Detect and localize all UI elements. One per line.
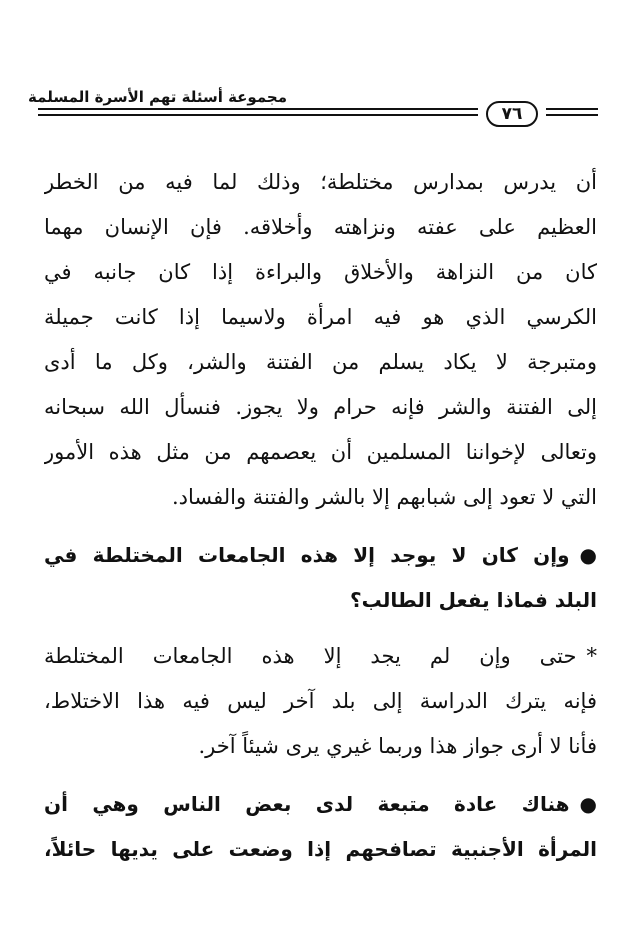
question-text: هناك عادة متبعة لدى بعض الناس وهي أن bbox=[44, 792, 570, 816]
header-rule-right-bottom bbox=[546, 114, 598, 116]
paragraph-line: العظيم على عفته ونزاهته وأخلاقه. فإن الإنسان مهما bbox=[44, 215, 597, 239]
paragraph-line: أن يدرس بمدارس مختلطة؛ وذلك لما فيه من الخطر bbox=[44, 170, 597, 194]
header-rule-left-bottom bbox=[38, 114, 478, 116]
question-line: المرأة الأجنبية تصافحهم إذا وضعت على يديها حائلاً، bbox=[44, 837, 597, 861]
question-line bbox=[44, 789, 597, 827]
answer-line bbox=[44, 641, 597, 679]
answer-text: حتى وإن لم يجد إلا هذه الجامعات المختلطة bbox=[44, 644, 577, 668]
page-number-badge: ٧٦ bbox=[486, 101, 538, 127]
bullet-icon: ● bbox=[579, 543, 597, 567]
asterisk-icon: * bbox=[586, 644, 597, 668]
paragraph-line: التي لا تعود إلى شبابهم إلا بالشر والفتنة والفساد. bbox=[171, 485, 597, 509]
bullet-icon: ● bbox=[579, 792, 597, 816]
header-rule-left-top bbox=[38, 108, 478, 110]
paragraph-line: الكرسي الذي هو فيه امرأة ولاسيما إذا كانت جميلة bbox=[44, 305, 597, 329]
running-header-title: مجموعة أسئلة تهم الأسرة المسلمة bbox=[28, 88, 287, 106]
paragraph-line: إلى الفتنة والشر فإنه حرام ولا يجوز. فنسأل الله سبحانه bbox=[44, 395, 597, 419]
paragraph-line: وتعالى لإخواننا المسلمين أن يعصمهم من مثل هذه الأمور bbox=[44, 440, 597, 464]
answer-line: فأنا لا أرى جواز هذا وربما غيري يرى شيئاً آخر. bbox=[198, 734, 597, 758]
question-line bbox=[44, 540, 597, 578]
paragraph-line: ومتبرجة لا يكاد يسلم من الفتنة والشر، وكل ما أدى bbox=[44, 350, 597, 374]
header-rule-right-top bbox=[546, 108, 598, 110]
answer-line: فإنه يترك الدراسة إلى بلد آخر ليس فيه هذا الاختلاط، bbox=[44, 689, 597, 713]
paragraph-line: كان من النزاهة والأخلاق والبراءة إذا كان جانبه في bbox=[44, 260, 597, 284]
question-text: وإن كان لا يوجد إلا هذه الجامعات المختلطة في bbox=[44, 543, 570, 567]
question-line: البلد فماذا يفعل الطالب؟ bbox=[350, 588, 597, 612]
